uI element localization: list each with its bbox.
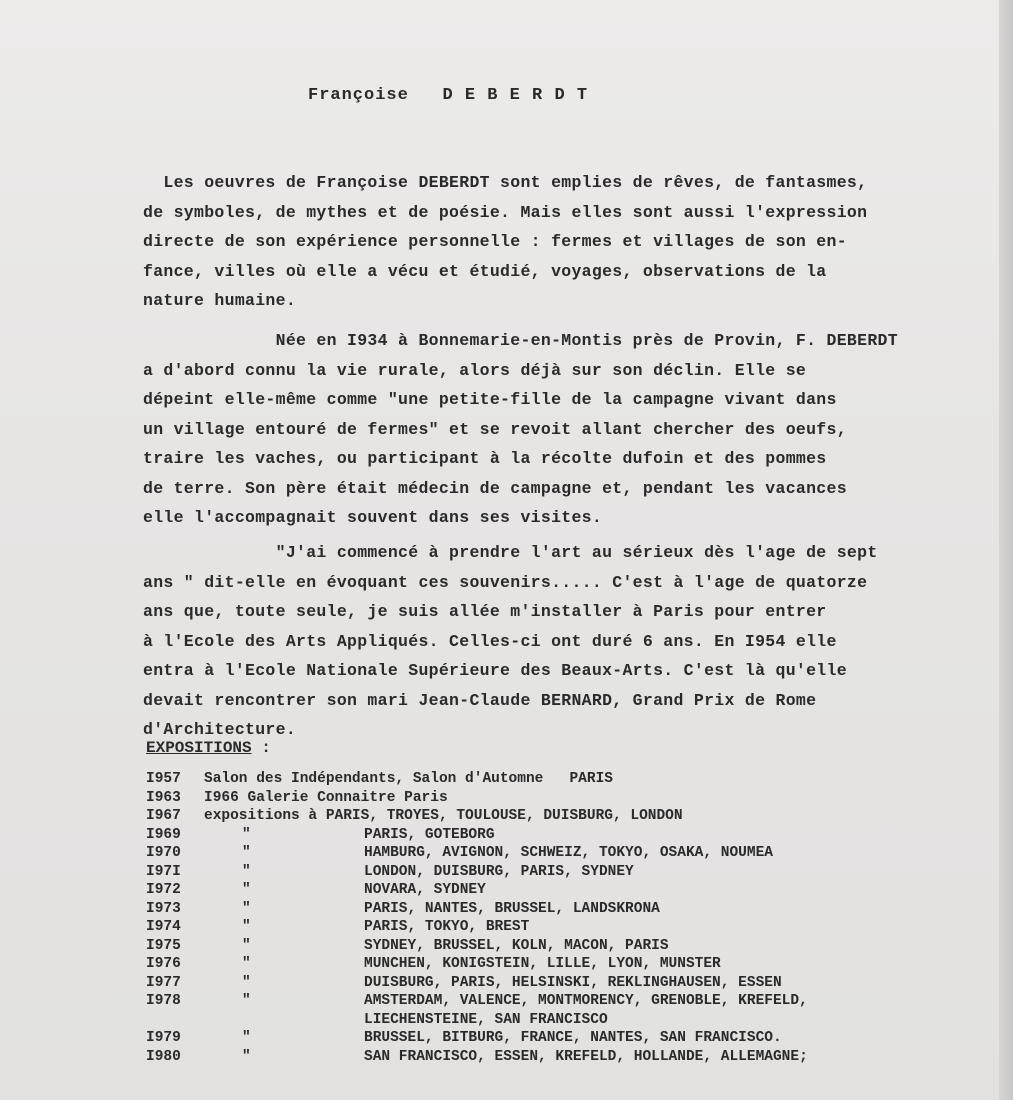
ditto-mark: " [242,937,251,954]
exposition-cities: DUISBURG, PARIS, HELSINSKI, REKLINGHAUSEN, ESSEN [364,974,782,991]
ditto-mark: " [242,845,251,861]
exposition-year: I97I [146,863,181,880]
exposition-row [146,881,1006,900]
exposition-row [146,789,1006,808]
paragraph-line: directe de son expérience personnelle : fermes et villages de son en- [143,232,847,251]
exposition-row [146,992,1006,1011]
paragraph-line: fance, villes où elle a vécu et étudié, voyages, observations de la [143,261,827,281]
expositions-list [146,770,1006,1066]
exposition-row [146,1048,1006,1067]
paragraph-line: ans que, toute seule, je suis allée m'installer à Paris pour entrer [143,602,827,621]
paragraph-line: entra à l'Ecole Nationale Supérieure des Beaux-Arts. C'est là qu'elle [143,661,847,680]
exposition-cities: MUNCHEN, KONIGSTEIN, LILLE, LYON, MUNSTER [364,956,721,972]
exposition-year: I967 [146,808,181,824]
exposition-cities: PARIS, GOTEBORG [364,826,495,843]
document-title [308,86,588,105]
exposition-row [146,918,1006,937]
paragraph-line: "J'ai commencé à prendre l'art au sérieux dès l'age de sept [143,543,878,562]
paragraph-line: dépeint elle-même comme "une petite-fille de la campagne vivant dans [143,390,837,409]
exposition-cities: SYDNEY, BRUSSEL, KOLN, MACON, PARIS [364,937,669,954]
exposition-year: I963 [146,789,181,806]
paragraph-line: d'Architecture. [143,720,297,739]
exposition-cities: PARIS, NANTES, BRUSSEL, LANDSKRONA [364,900,660,917]
paragraph-line: elle l'accompagnait souvent dans ses visites. [143,508,603,527]
paragraph-line: de terre. Son père était médecin de campagne et, pendant les vacances [143,478,847,498]
exposition-year: I977 [146,974,181,991]
exposition-year: I974 [146,919,181,935]
exposition-row [146,807,1006,826]
ditto-mark: " [242,974,251,991]
ditto-mark: " [242,919,251,935]
exposition-row [146,937,1006,956]
exposition-row [146,974,1006,993]
exposition-year: I973 [146,900,181,917]
exposition-cities: NOVARA, SYDNEY [364,882,486,898]
exposition-cities: PARIS, TOKYO, BREST [364,919,530,935]
exposition-year: I969 [146,826,181,843]
exposition-row [146,1011,1006,1030]
ditto-mark: " [242,1030,251,1046]
exposition-cities: LIECHENSTEINE, SAN FRANCISCO [364,1011,608,1028]
ditto-mark: " [242,863,251,880]
ditto-mark: " [242,1048,251,1065]
exposition-row [146,955,1006,974]
ditto-mark: " [242,900,251,917]
paragraph-line: traire les vaches, ou participant à la récolte dufoin et des pommes [143,449,827,468]
expositions-heading-label: EXPOSITIONS [146,739,252,757]
exposition-year: I957 [146,771,181,787]
ditto-mark: " [242,993,251,1009]
exposition-row [146,1029,1006,1048]
exposition-year: I976 [146,956,181,972]
paragraph-line: devait rencontrer son mari Jean-Claude BERNARD, Grand Prix de Rome [143,690,817,710]
exposition-row [146,770,1006,789]
title-last-name: D E B E R D T [442,86,589,105]
exposition-row [146,863,1006,882]
paragraph-line: à l'Ecole des Arts Appliqués. Celles-ci ont duré 6 ans. En I954 elle [143,631,837,651]
exposition-text: expositions à PARIS, TROYES, TOULOUSE, DUISBURG, LONDON [204,808,683,824]
ditto-mark: " [242,956,251,972]
exposition-cities: HAMBURG, AVIGNON, SCHWEIZ, TOKYO, OSAKA, NOUMEA [364,845,773,861]
expositions-heading [146,739,271,757]
exposition-year: I972 [146,882,181,898]
exposition-year: I975 [146,937,181,954]
exposition-cities: BRUSSEL, BITBURG, FRANCE, NANTES, SAN FRANCISCO. [364,1030,782,1046]
paragraph-intro [143,168,1003,316]
paragraph-line: ans " dit-elle en évoquant ces souvenirs..... C'est à l'age de quatorze [143,572,868,592]
exposition-year: I980 [146,1048,181,1065]
exposition-year: I979 [146,1030,181,1046]
exposition-text: I966 Galerie Connaitre Paris [204,789,448,806]
exposition-cities: SAN FRANCISCO, ESSEN, KREFELD, HOLLANDE, ALLEMAGNE; [364,1048,808,1065]
paragraph-line: a d'abord connu la vie rurale, alors déjà sur son déclin. Elle se [143,360,807,380]
ditto-mark: " [242,826,251,843]
paragraph-line: Née en I934 à Bonnemarie-en-Montis près de Provin, F. DEBERDT [143,331,898,350]
exposition-cities: AMSTERDAM, VALENCE, MONTMORENCY, GRENOBLE, KREFELD, [364,993,808,1009]
exposition-text: Salon des Indépendants, Salon d'Automne PARIS [204,771,613,787]
exposition-row [146,826,1006,845]
exposition-year: I970 [146,845,181,861]
exposition-row [146,844,1006,863]
paragraph-biography [143,326,1003,533]
expositions-heading-colon: : [251,739,271,757]
exposition-year: I978 [146,993,181,1009]
paragraph-line: nature humaine. [143,291,297,310]
paragraph-line: un village entouré de fermes" et se revoit allant chercher des oeufs, [143,419,847,439]
ditto-mark: " [242,882,251,898]
paragraph-education [143,538,1003,745]
exposition-row [146,900,1006,919]
title-first-name: Françoise [308,86,409,105]
exposition-cities: LONDON, DUISBURG, PARIS, SYDNEY [364,863,634,880]
paragraph-line: Les oeuvres de Françoise DEBERDT sont emplies de rêves, de fantasmes, [143,173,868,192]
paragraph-line: de symboles, de mythes et de poésie. Mais elles sont aussi l'expression [143,202,868,222]
